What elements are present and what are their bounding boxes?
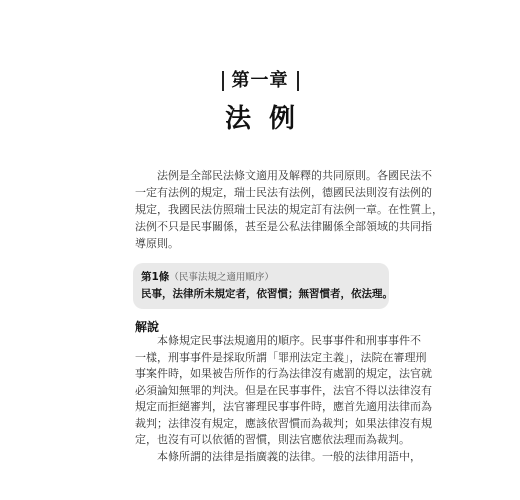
intro-line: 導原則。 — [135, 237, 179, 250]
explanation-line: 本條規定民事法規適用的順序。民事事件和刑事事件不 — [157, 334, 421, 347]
explanation-line: 一樣，刑事事件是採取所謂「罪刑法定主義」，法院在審理刑 — [135, 350, 427, 364]
chapter-title: 法例 — [224, 104, 313, 134]
intro-line: 法例是全部民法條文適用及解釋的共同原則。各國民法不 — [157, 169, 432, 182]
article-heading — [141, 269, 381, 286]
explanation-heading: 解說 — [135, 320, 160, 334]
explanation-line: 規定而拒絕審判，法官審理民事事件時，應首先適用法律而為 — [135, 400, 432, 413]
intro-line: 規定，我國民法仿照瑞士民法的規定訂有法例一章。在性質上， — [135, 203, 443, 216]
explanation-line: 事案件時，如果被告所作的行為法律沒有處罰的規定，法官就 — [135, 367, 432, 380]
explanation-paragraph — [135, 333, 432, 465]
intro-line: 一定有法例的規定，瑞士民法有法例，德國民法則沒有法例的 — [135, 186, 432, 199]
explanation-line: 本條所謂的法律是指廣義的法律。一般的法律用語中， — [157, 449, 421, 463]
explanation-line: 定，也沒有可以依循的習慣，則法官應依法理而為裁判。 — [135, 433, 410, 446]
article-subtitle: （民事法規之適用順序） — [169, 272, 274, 283]
intro-line: 法例不只是民事關係，甚至是公私法律關係全部領域的共同指 — [135, 220, 432, 233]
chapter-header — [0, 70, 520, 92]
article-text: 民事，法律所未規定者，依習慣；無習慣者，依法理。 — [141, 288, 393, 300]
explanation-line: 必須論知無罪的判決。但是在民事事件，法官不得以法律沒有 — [135, 383, 432, 397]
explanation-line: 裁判；法律沒有規定，應該依習慣而為裁判；如果法律沒有規 — [135, 416, 432, 430]
intro-paragraph — [135, 167, 443, 252]
article-box — [133, 263, 393, 309]
chapter-label: 第一章 — [222, 70, 299, 92]
article-number: 第1條 — [141, 271, 170, 283]
